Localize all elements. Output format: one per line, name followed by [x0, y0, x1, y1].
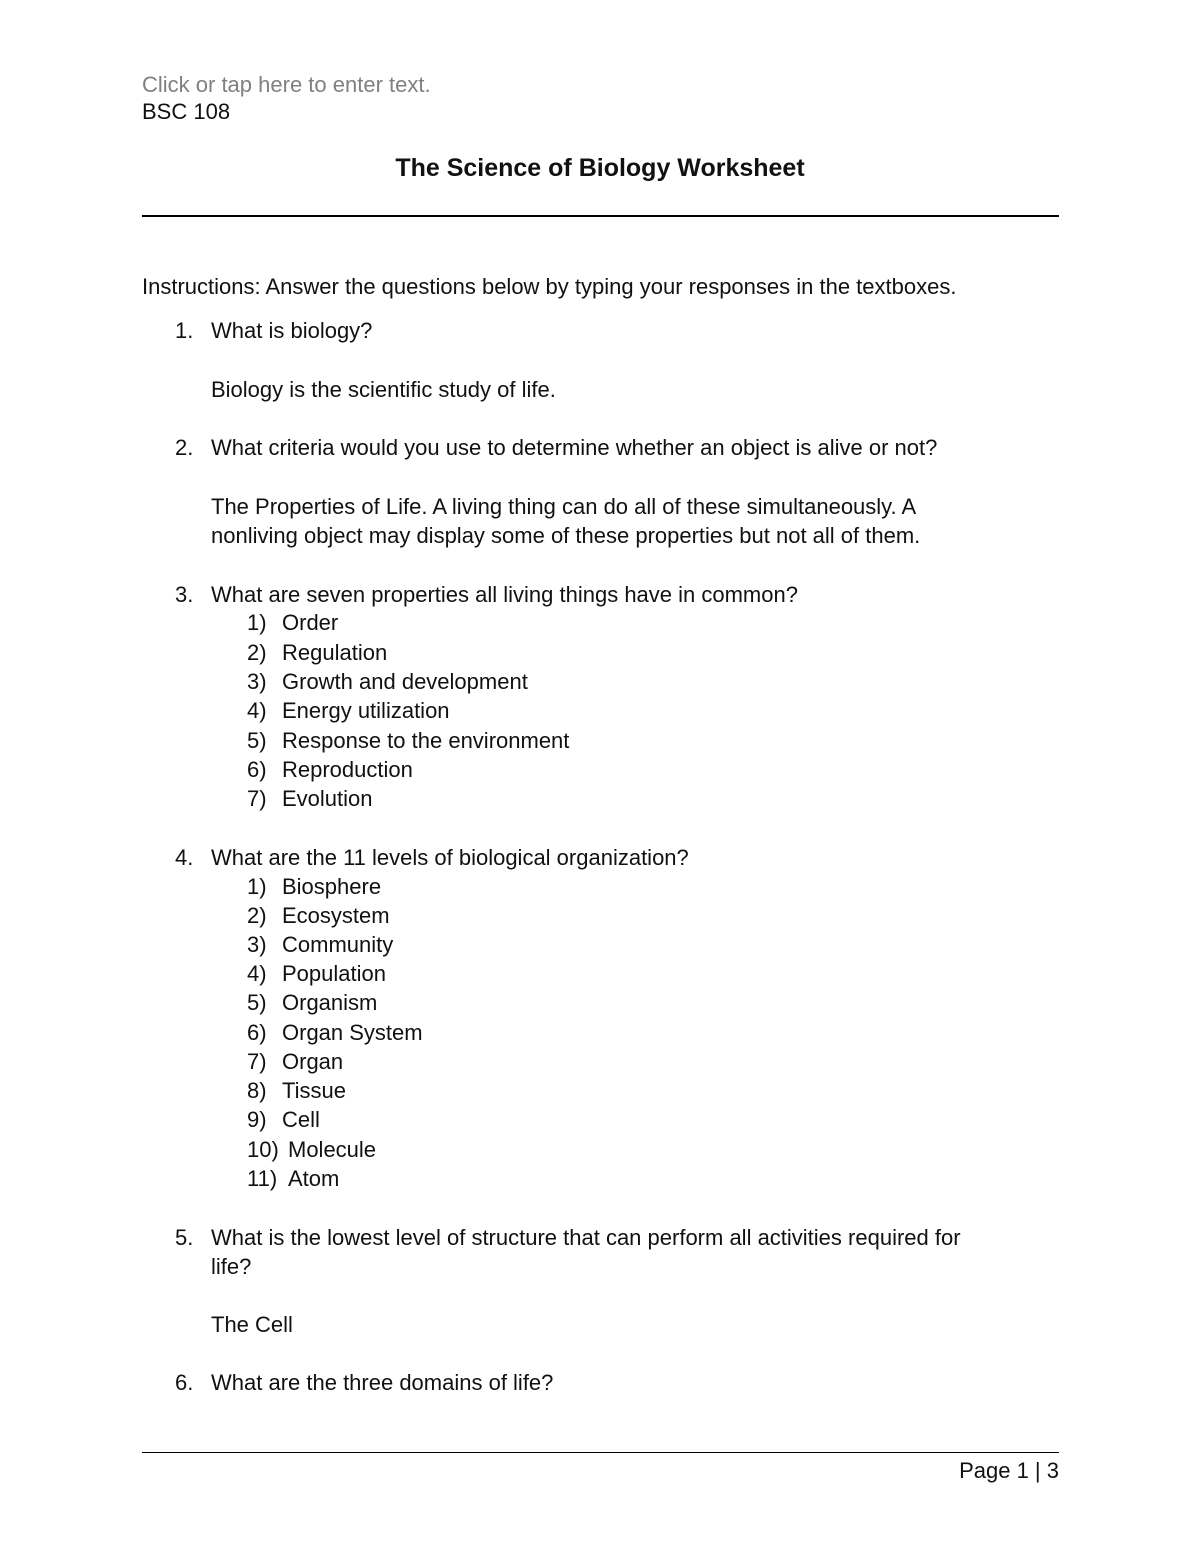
list-item-number: 5)	[247, 990, 267, 1015]
answer-text-line[interactable]: nonliving object may display some of these properties but not all of them.	[211, 523, 921, 548]
list-item[interactable]: Order	[282, 610, 339, 635]
list-item[interactable]: Atom	[288, 1166, 340, 1191]
question-number: 1.	[175, 318, 194, 343]
list-item-number: 8)	[247, 1078, 267, 1103]
page-number: Page 1 | 3	[959, 1458, 1059, 1483]
list-item-number: 5)	[247, 728, 267, 753]
question-number: 3.	[175, 582, 194, 607]
list-item[interactable]: Biosphere	[282, 874, 382, 899]
list-item[interactable]: Community	[282, 932, 394, 957]
list-item-number: 9)	[247, 1107, 267, 1132]
answer-text[interactable]: The Cell	[211, 1312, 293, 1337]
list-item[interactable]: Energy utilization	[282, 698, 450, 723]
list-item-number: 2)	[247, 903, 267, 928]
list-item-number: 7)	[247, 786, 267, 811]
text-placeholder-field[interactable]: Click or tap here to enter text.	[142, 72, 431, 97]
answer-text[interactable]: Biology is the scientific study of life.	[211, 377, 556, 402]
question-text-line: What is the lowest level of structure that can perform all activities required for	[211, 1225, 961, 1250]
list-item-number: 10)	[247, 1137, 279, 1162]
list-item-number: 4)	[247, 961, 267, 986]
list-item-number: 4)	[247, 698, 267, 723]
question-number: 2.	[175, 435, 194, 460]
list-item-number: 6)	[247, 1020, 267, 1045]
question-number: 4.	[175, 845, 194, 870]
list-item-number: 1)	[247, 874, 267, 899]
instructions: Instructions: Answer the questions below by typing your responses in the textboxes.	[142, 274, 957, 299]
list-item[interactable]: Organ	[282, 1049, 344, 1074]
list-item-number: 6)	[247, 757, 267, 782]
question-text: What are seven properties all living things have in common?	[211, 582, 798, 607]
list-item[interactable]: Evolution	[282, 786, 373, 811]
answer-text-line[interactable]: The Properties of Life. A living thing can do all of these simultaneously. A	[211, 494, 917, 519]
question-text: What is biology?	[211, 318, 373, 343]
list-item[interactable]: Response to the environment	[282, 728, 570, 753]
list-item[interactable]: Population	[282, 961, 386, 986]
question-text: What criteria would you use to determine whether an object is alive or not?	[211, 435, 938, 460]
list-item-number: 7)	[247, 1049, 267, 1074]
list-item[interactable]: Organism	[282, 990, 378, 1015]
list-item-number: 3)	[247, 932, 267, 957]
page-title: The Science of Biology Worksheet	[395, 154, 805, 182]
course-code: BSC 108	[142, 99, 231, 124]
list-item[interactable]: Reproduction	[282, 757, 413, 782]
question-number: 6.	[175, 1370, 194, 1395]
list-item[interactable]: Growth and development	[282, 669, 528, 694]
question-text-line: life?	[211, 1254, 252, 1279]
list-item-number: 2)	[247, 640, 267, 665]
list-item-number: 3)	[247, 669, 267, 694]
list-item-number: 1)	[247, 610, 267, 635]
question-number: 5.	[175, 1225, 194, 1250]
title-divider	[142, 215, 1059, 217]
list-item[interactable]: Molecule	[288, 1137, 377, 1162]
list-item[interactable]: Regulation	[282, 640, 388, 665]
question-text: What are the three domains of life?	[211, 1370, 554, 1395]
question-text: What are the 11 levels of biological organization?	[211, 845, 689, 870]
list-item-number: 11)	[247, 1166, 278, 1191]
list-item[interactable]: Cell	[282, 1107, 320, 1132]
list-item[interactable]: Tissue	[282, 1078, 346, 1103]
list-item[interactable]: Ecosystem	[282, 903, 390, 928]
list-item[interactable]: Organ System	[282, 1020, 423, 1045]
footer-divider	[142, 1452, 1059, 1453]
